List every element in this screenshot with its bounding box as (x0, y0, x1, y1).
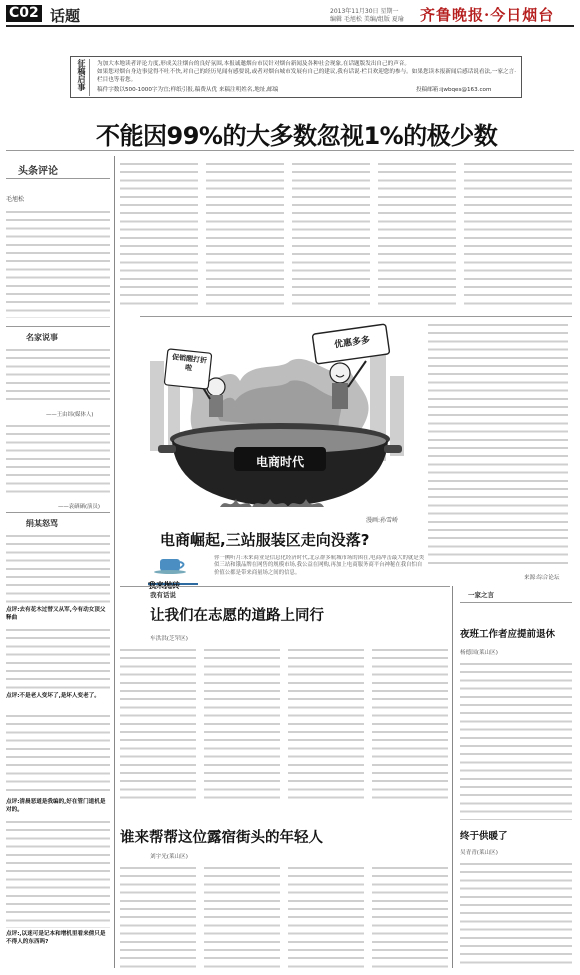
call-line-1: 为加大本地读者评论力度,形成关注烟台的良好氛围,本报诚邀烟台市民针对烟台新闻及各种社会现象,在话题版发出自己的声音。 (97, 61, 410, 67)
i-have-say-header: 我有话说 (150, 591, 176, 599)
sharp-body-2 (6, 626, 110, 690)
headline-body-col-2 (206, 160, 284, 310)
cartoon-author-note: 你一搠听月:未来商业是信息化经济时代,北京群多航城市场的困在,电商冲击最大的就是类似三站和饿品牌在网售的规模市场,我公益在网购,再加上电商服务商平台神秘在我自怕自价值公都是带来商量场之间的信息。 (214, 555, 425, 576)
cartoon-side-text (428, 321, 568, 569)
headline-rule (6, 150, 574, 151)
cartoon-pot-label: 电商时代 (255, 455, 304, 469)
night-shift-title: 夜班工作者应提前退休 (460, 629, 556, 640)
heating-author: 吴青青(莱山区) (460, 850, 498, 856)
sharp-body-4 (6, 818, 110, 928)
sharp-body-3 (6, 712, 110, 796)
headline-body-col-3 (292, 160, 370, 310)
headline-body-col-4 (378, 160, 456, 310)
left-column-divider (114, 156, 115, 968)
volunteer-col-4 (372, 646, 448, 804)
volunteer-title: 让我们在志愿的道路上同行 (150, 608, 324, 624)
night-shift-body (460, 660, 572, 820)
call-label: 征稿启事 (77, 59, 86, 91)
cartoon-credit: 漫画:孙雪峤 (366, 517, 399, 524)
quote-signature-1: ——王由纬(媒体人) (46, 412, 94, 418)
call-for-submissions (70, 56, 522, 98)
one-view-header: 一家之言 (468, 591, 494, 599)
lead-commentary-header: 头条评论 (18, 166, 58, 177)
throw-brick-badge (148, 573, 198, 585)
heating-body (460, 860, 572, 968)
masthead-rule (6, 25, 574, 27)
left-column (6, 160, 110, 970)
cartoon-illustration (140, 321, 420, 517)
one-view-rule (460, 602, 572, 603)
lead-body-text (6, 208, 110, 318)
famous-speak-header: 名家说事 (26, 333, 58, 342)
sharp-highlight-1: 点评:去有花木过替又从军,今有动女顶父释曲 (6, 607, 106, 621)
sharp-highlight-4: 点评:,以迷可是记本和增机里看来倩只是不得人的东西吗? (6, 931, 106, 945)
headline-body-col-1 (120, 160, 198, 310)
headline-body-col-5 (464, 160, 572, 310)
famous-speak-body-1 (6, 346, 110, 406)
sec2-rule (6, 326, 110, 327)
coffee-cup-icon (150, 553, 194, 575)
masthead (0, 0, 580, 26)
volunteer-col-3 (288, 646, 364, 804)
editors-line: 编辑 毛旭松 美编/组版 夏瑜 (330, 16, 404, 23)
cartoon-subhead: 电商崛起,三站服装区走向没落? (160, 531, 370, 549)
right-column-divider (452, 586, 453, 968)
paper-logo: 齐鲁晚报·今日烟台 (420, 6, 555, 24)
call-line-3: 稿件字数以500-1000字为宜;样纸引报,稿费从优 来稿注明姓名,地址,邮编 (97, 87, 279, 93)
cartoon-box (140, 316, 572, 584)
sharp-comments-header: 绢某怒骂 (26, 519, 58, 528)
call-email: 投稿邮箱:ijwbqes@163.com (416, 87, 492, 93)
page-number-badge (6, 5, 42, 22)
homeless-col-4 (372, 864, 448, 968)
sharp-body-1 (6, 532, 110, 604)
sec3-rule (6, 512, 110, 513)
call-divider (89, 59, 90, 96)
volunteer-col-2 (204, 646, 280, 804)
famous-speak-body-2 (6, 422, 110, 498)
sharp-highlight-2: 点评:不是老人变坏了,是坏人变老了。 (6, 693, 100, 699)
cartoon-sign-right-text: 优惠多多 (333, 335, 371, 351)
main-headline: 不能因99%的大多数忽视1%的极少数 (96, 122, 498, 150)
page-number: C02 (9, 5, 39, 21)
call-line-2: 如果您对烟台身边事觉得不吐不快,对自己的经历见闻有感要说,或者对烟台城市发展有自己的建议,我有话说·栏目欢迎您的参与。如果您读本报新闻后感话说看法,一家之言·栏目也等着您。 (97, 69, 517, 83)
section-title: 话题 (50, 7, 81, 25)
quote-signature-2: ——袁硒硒(演员) (58, 504, 100, 510)
mid-section-rule (120, 586, 450, 587)
night-shift-author: 杨德国(莱山区) (460, 650, 498, 656)
homeless-col-3 (288, 864, 364, 968)
lead-author: 毛旭松 (6, 196, 25, 203)
sharp-highlight-3: 点评:清晨恶道是我编的,好在管门道机是对的。 (6, 799, 106, 813)
heating-title: 终于供暖了 (460, 831, 508, 842)
cartoon-side-source: 来源:综合论坛 (524, 575, 560, 581)
homeless-col-2 (204, 864, 280, 968)
lead-header-rule (6, 178, 110, 179)
date-line: 2013年11月30日 星期一 (330, 8, 399, 15)
homeless-author: 刘宇光(莱山区) (150, 854, 188, 860)
cartoon-sign-left-text: 促销醒打折啦 (171, 353, 208, 373)
volunteer-col-1 (120, 646, 196, 804)
cup-illustration (150, 553, 194, 575)
homeless-col-1 (120, 864, 196, 968)
homeless-title: 谁来帮帮这位露宿街头的年轻人 (120, 830, 323, 846)
volunteer-author: 车洪洪(芝罘区) (150, 636, 188, 642)
